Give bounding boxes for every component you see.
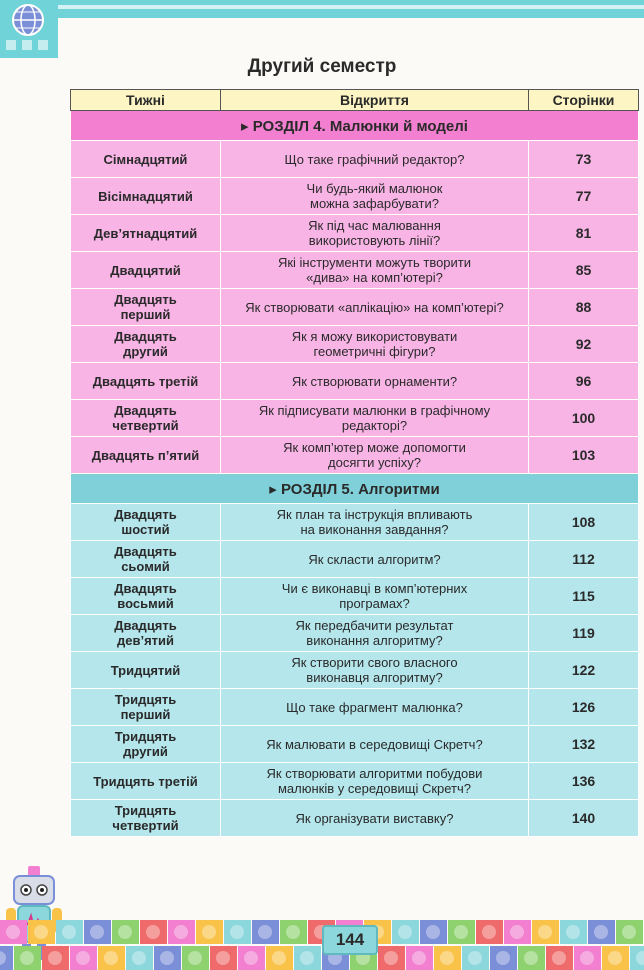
week-cell: Дев’ятнадцятий	[71, 215, 221, 252]
week-cell: Двадцять сьомий	[71, 541, 221, 578]
topic-cell: Як організувати виставку?	[221, 800, 529, 837]
section-title: ▸ РОЗДІЛ 5. Алгоритми	[71, 474, 639, 504]
topic-cell: Чи є виконавці в комп’ютерних програмах?	[221, 578, 529, 615]
header-weeks: Тижні	[71, 90, 221, 111]
topic-cell: Як план та інструкція впливають на виконання завдання?	[221, 504, 529, 541]
table-row	[71, 615, 639, 652]
table-row	[71, 726, 639, 763]
table-row	[71, 578, 639, 615]
lego-stud	[244, 951, 258, 965]
week-cell: Вісімнадцятий	[71, 178, 221, 215]
lego-stud	[160, 951, 174, 965]
week-cell: Двадцять восьмий	[71, 578, 221, 615]
section-title: ▸ РОЗДІЛ 4. Малюнки й моделі	[71, 111, 639, 141]
topic-cell: Як створити свого власного виконавця алгоритму?	[221, 652, 529, 689]
week-cell: Двадцять дев’ятий	[71, 615, 221, 652]
page-cell: 88	[529, 289, 639, 326]
lego-stud	[580, 951, 594, 965]
week-cell: Сімнадцятий	[71, 141, 221, 178]
lego-stud	[118, 925, 132, 939]
table-row	[71, 326, 639, 363]
header-pages: Сторінки	[529, 90, 639, 111]
section-header	[71, 111, 639, 141]
table-row	[71, 437, 639, 474]
week-cell: Тридцять перший	[71, 689, 221, 726]
lego-stud	[48, 951, 62, 965]
page-cell: 112	[529, 541, 639, 578]
lego-stud	[384, 951, 398, 965]
topic-cell: Що таке фрагмент малюнка?	[221, 689, 529, 726]
week-cell: Двадцять четвертий	[71, 400, 221, 437]
page-cell: 140	[529, 800, 639, 837]
page-cell: 136	[529, 763, 639, 800]
table-row	[71, 400, 639, 437]
topic-cell: Чи будь-який малюнок можна зафарбувати?	[221, 178, 529, 215]
lego-stud	[216, 951, 230, 965]
lego-stud	[468, 951, 482, 965]
table-row	[71, 800, 639, 837]
page-cell: 115	[529, 578, 639, 615]
table-row	[71, 141, 639, 178]
lego-stud	[608, 951, 622, 965]
page-cell: 77	[529, 178, 639, 215]
week-cell: Двадцятий	[71, 252, 221, 289]
lego-stud	[230, 925, 244, 939]
lego-stud	[398, 925, 412, 939]
lego-stud	[34, 925, 48, 939]
lego-stud	[496, 951, 510, 965]
lego-stud	[62, 925, 76, 939]
lego-stud	[482, 925, 496, 939]
schedule-table	[70, 89, 639, 837]
topic-cell: Як створювати «аплікацію» на комп’ютері?	[221, 289, 529, 326]
table-row	[71, 763, 639, 800]
lego-stud	[622, 925, 636, 939]
lego-stud	[258, 925, 272, 939]
week-cell: Двадцять третій	[71, 363, 221, 400]
topic-cell: Як я можу використовувати геометричні фігури?	[221, 326, 529, 363]
table-row	[71, 178, 639, 215]
lego-stud	[90, 925, 104, 939]
lego-stud	[20, 951, 34, 965]
page-cell: 73	[529, 141, 639, 178]
week-cell: Тридцять другий	[71, 726, 221, 763]
lego-stud	[524, 951, 538, 965]
page-cell: 100	[529, 400, 639, 437]
section-header	[71, 474, 639, 504]
lego-stud	[454, 925, 468, 939]
page-number: 144	[322, 925, 378, 955]
page-cell: 126	[529, 689, 639, 726]
topic-cell: Як малювати в середовищі Скретч?	[221, 726, 529, 763]
lego-stud	[286, 925, 300, 939]
week-cell: Тридцятий	[71, 652, 221, 689]
week-cell: Двадцять п’ятий	[71, 437, 221, 474]
table-row	[71, 289, 639, 326]
lego-stud	[202, 925, 216, 939]
topic-cell: Як передбачити результат виконання алгоритму?	[221, 615, 529, 652]
globe-icon	[0, 0, 58, 58]
table-row	[71, 215, 639, 252]
topic-cell: Як створювати алгоритми побудови малюнків у середовищі Скретч?	[221, 763, 529, 800]
page-title: Другий семестр	[247, 56, 397, 77]
header-topics: Відкриття	[221, 90, 529, 111]
page-cell: 85	[529, 252, 639, 289]
lego-stud	[188, 951, 202, 965]
lego-stud	[76, 951, 90, 965]
page-cell: 96	[529, 363, 639, 400]
topic-cell: Як під час малювання використовують лінії?	[221, 215, 529, 252]
lego-stud	[594, 925, 608, 939]
week-cell: Тридцять четвертий	[71, 800, 221, 837]
lego-stud	[146, 925, 160, 939]
topic-cell: Як створювати орнаменти?	[221, 363, 529, 400]
lego-stud	[426, 925, 440, 939]
schedule-body	[71, 111, 639, 837]
lego-stud	[132, 951, 146, 965]
table-row	[71, 652, 639, 689]
table-row	[71, 504, 639, 541]
page-cell: 122	[529, 652, 639, 689]
lego-stud	[552, 951, 566, 965]
lego-stud	[104, 951, 118, 965]
lego-stud	[6, 925, 20, 939]
lego-stud	[510, 925, 524, 939]
topic-cell: Як підписувати малюнки в графічному редакторі?	[221, 400, 529, 437]
table-row	[71, 541, 639, 578]
lego-stud	[174, 925, 188, 939]
lego-stud	[440, 951, 454, 965]
page-cell: 81	[529, 215, 639, 252]
page-cell: 108	[529, 504, 639, 541]
week-cell: Двадцять шостий	[71, 504, 221, 541]
header-row	[71, 90, 639, 111]
week-cell: Двадцять перший	[71, 289, 221, 326]
page-cell: 132	[529, 726, 639, 763]
topic-cell: Що таке графічний редактор?	[221, 141, 529, 178]
topic-cell: Як скласти алгоритм?	[221, 541, 529, 578]
lego-stud	[412, 951, 426, 965]
table-row	[71, 689, 639, 726]
topic-cell: Які інструменти можуть творити «дива» на комп’ютері?	[221, 252, 529, 289]
week-cell: Двадцять другий	[71, 326, 221, 363]
table-row	[71, 252, 639, 289]
week-cell: Тридцять третій	[71, 763, 221, 800]
page-cell: 103	[529, 437, 639, 474]
lego-stud	[300, 951, 314, 965]
lego-stud	[272, 951, 286, 965]
topic-cell: Як комп’ютер може допомогти досягти успіху?	[221, 437, 529, 474]
lego-stud	[566, 925, 580, 939]
top-decor-bar	[40, 0, 644, 18]
page-cell: 119	[529, 615, 639, 652]
page-cell: 92	[529, 326, 639, 363]
lego-stud	[538, 925, 552, 939]
table-row	[71, 363, 639, 400]
